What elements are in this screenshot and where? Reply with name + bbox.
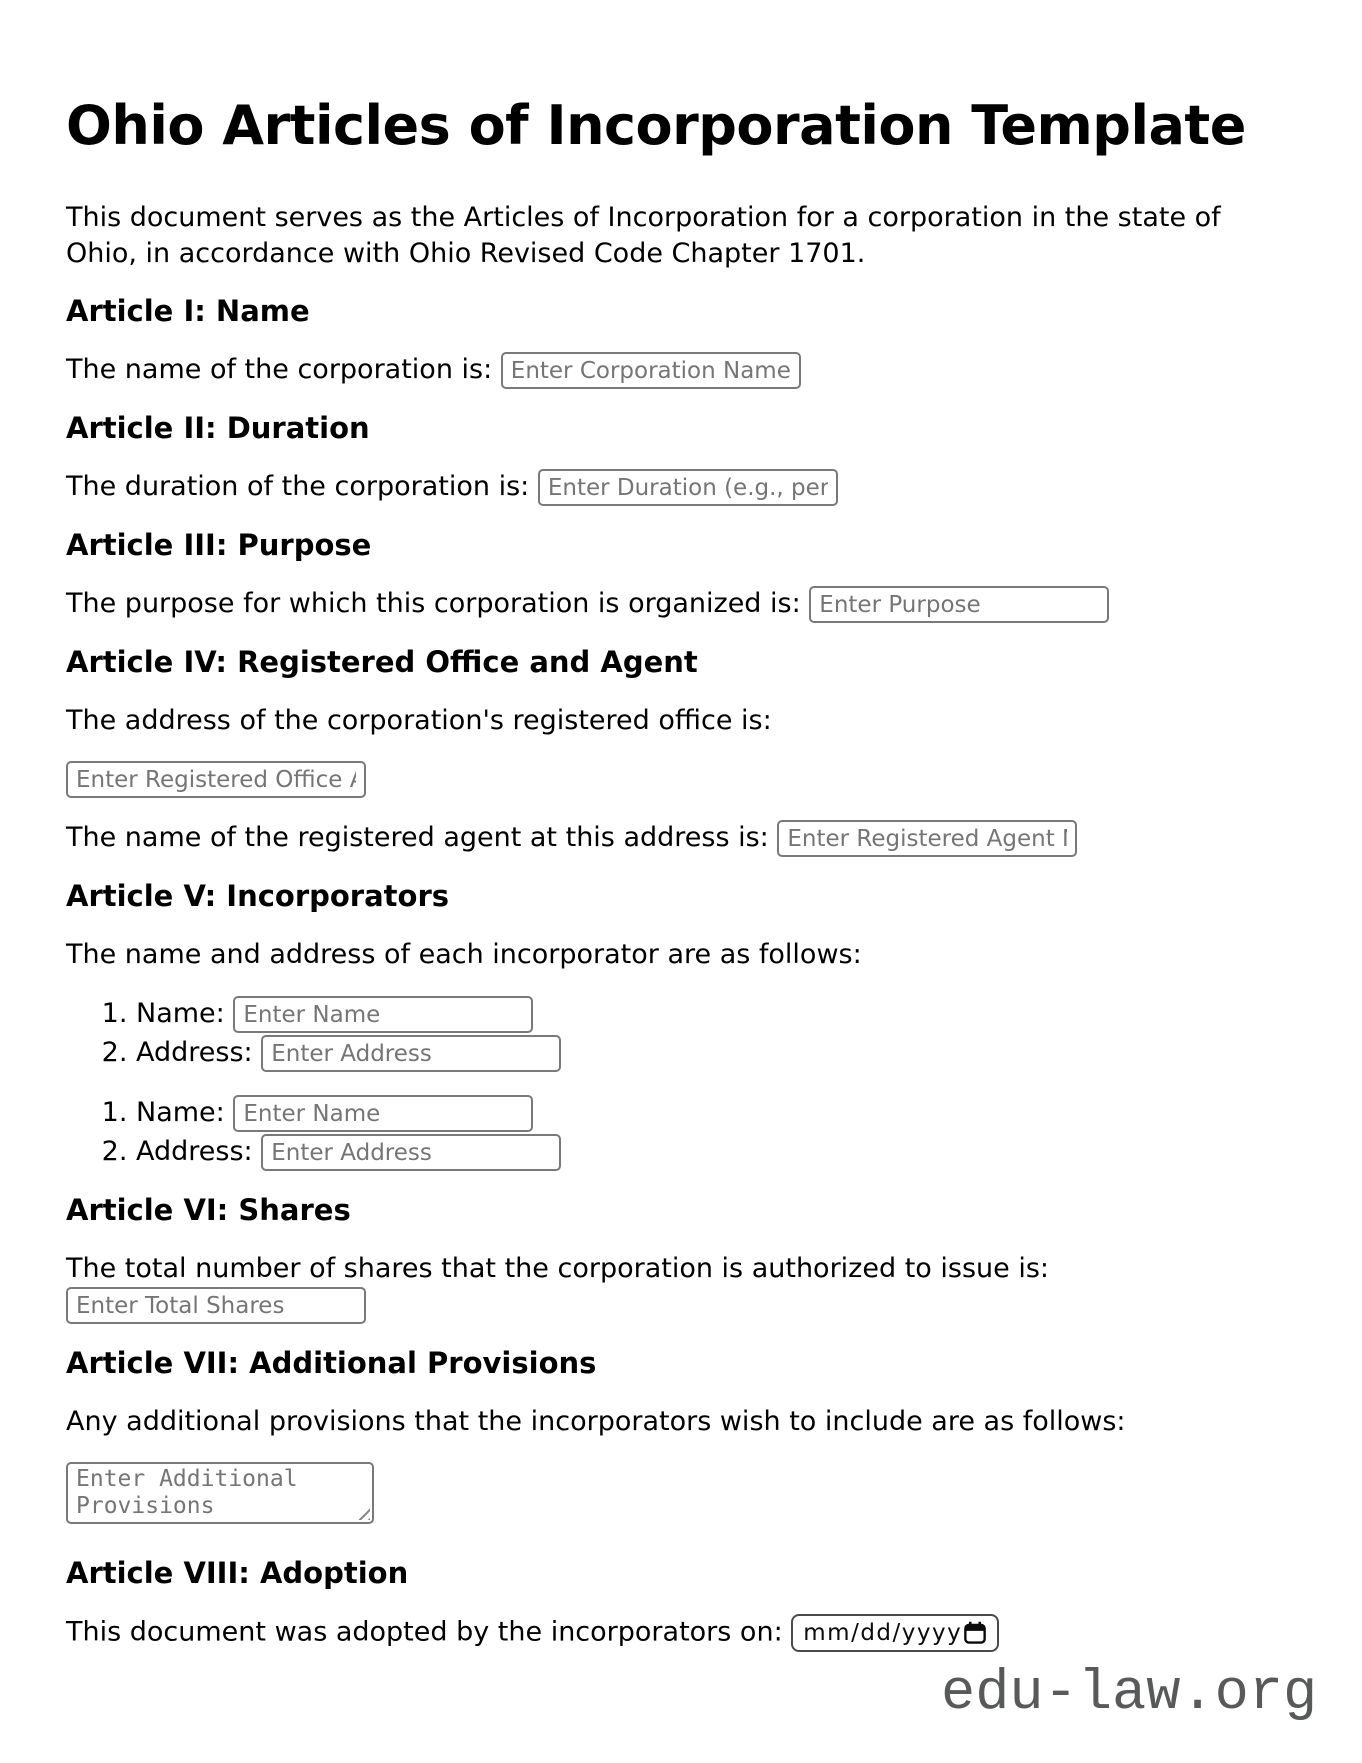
article-6-heading: Article VI: Shares	[66, 1193, 351, 1227]
purpose-input[interactable]	[809, 586, 1109, 623]
incorporator-2-address-label: Address:	[136, 1136, 253, 1167]
incorporator-2-address-input[interactable]	[261, 1134, 561, 1171]
additional-provisions-line	[66, 1462, 1296, 1534]
article-5-heading: Article V: Incorporators	[66, 879, 450, 913]
total-shares-input[interactable]	[66, 1287, 366, 1324]
article-1-line	[66, 352, 1296, 389]
registered-agent-line	[66, 820, 1296, 857]
watermark-text: edu-law.org	[941, 1662, 1318, 1726]
intro-text: This document serves as the Articles of Incorporation for a corporation in the state of Ohio, in accordance with Ohio Revised Code Chapter 1701.	[66, 202, 1221, 269]
date-placeholder-text[interactable]: mm/dd/yyyy	[803, 1620, 963, 1646]
calendar-icon[interactable]	[962, 1620, 988, 1646]
incorporator-2-list	[66, 1094, 1296, 1171]
incorporator-2-name-input[interactable]	[233, 1095, 533, 1132]
article-3-heading: Article III: Purpose	[66, 528, 372, 562]
article-1-heading: Article I: Name	[66, 294, 310, 328]
article-2-line	[66, 469, 1296, 506]
additional-provisions-wrap	[66, 1462, 374, 1524]
corporation-name-label: The name of the corporation is:	[66, 354, 493, 385]
article-3-line	[66, 586, 1296, 623]
article-7-heading: Article VII: Additional Provisions	[66, 1346, 597, 1380]
incorporator-1-address-label: Address:	[136, 1037, 253, 1068]
registered-office-input[interactable]	[66, 761, 366, 798]
registered-agent-input[interactable]	[777, 820, 1077, 857]
duration-input[interactable]	[538, 469, 838, 506]
page-title: Ohio Articles of Incorporation Template	[66, 94, 1246, 157]
article-8-heading: Article VIII: Adoption	[66, 1556, 409, 1590]
additional-provisions-label: Any additional provisions that the incorporators wish to include are as follows:	[66, 1406, 1126, 1437]
total-shares-label: The total number of shares that the corporation is authorized to issue is:	[66, 1253, 1049, 1284]
incorporator-1-address-input[interactable]	[261, 1035, 561, 1072]
article-4-heading: Article IV: Registered Office and Agent	[66, 645, 698, 679]
registered-office-label: The address of the corporation's registered office is:	[66, 705, 772, 736]
article-2-heading: Article II: Duration	[66, 411, 370, 445]
adoption-date-input[interactable]	[791, 1614, 999, 1652]
registered-agent-label: The name of the registered agent at this address is:	[66, 822, 769, 853]
incorporator-2-name-item	[136, 1094, 1296, 1132]
adoption-date-label: This document was adopted by the incorporators on:	[66, 1616, 783, 1648]
duration-label: The duration of the corporation is:	[66, 471, 530, 502]
incorporator-2-name-label: Name:	[136, 1097, 225, 1128]
article-6-line	[66, 1251, 1296, 1324]
incorporator-1-list	[66, 995, 1296, 1072]
purpose-label: The purpose for which this corporation is organized is:	[66, 588, 801, 619]
additional-provisions-textarea[interactable]	[66, 1462, 374, 1524]
incorporator-1-name-label: Name:	[136, 998, 225, 1029]
registered-office-line	[66, 761, 1296, 798]
incorporator-1-name-input[interactable]	[233, 996, 533, 1033]
incorporator-1-name-item	[136, 995, 1296, 1033]
incorporators-label: The name and address of each incorporator are as follows:	[66, 939, 862, 970]
corporation-name-input[interactable]	[501, 352, 801, 389]
article-8-line	[66, 1614, 1296, 1652]
incorporator-1-address-item	[136, 1034, 1296, 1072]
incorporator-2-address-item	[136, 1133, 1296, 1171]
